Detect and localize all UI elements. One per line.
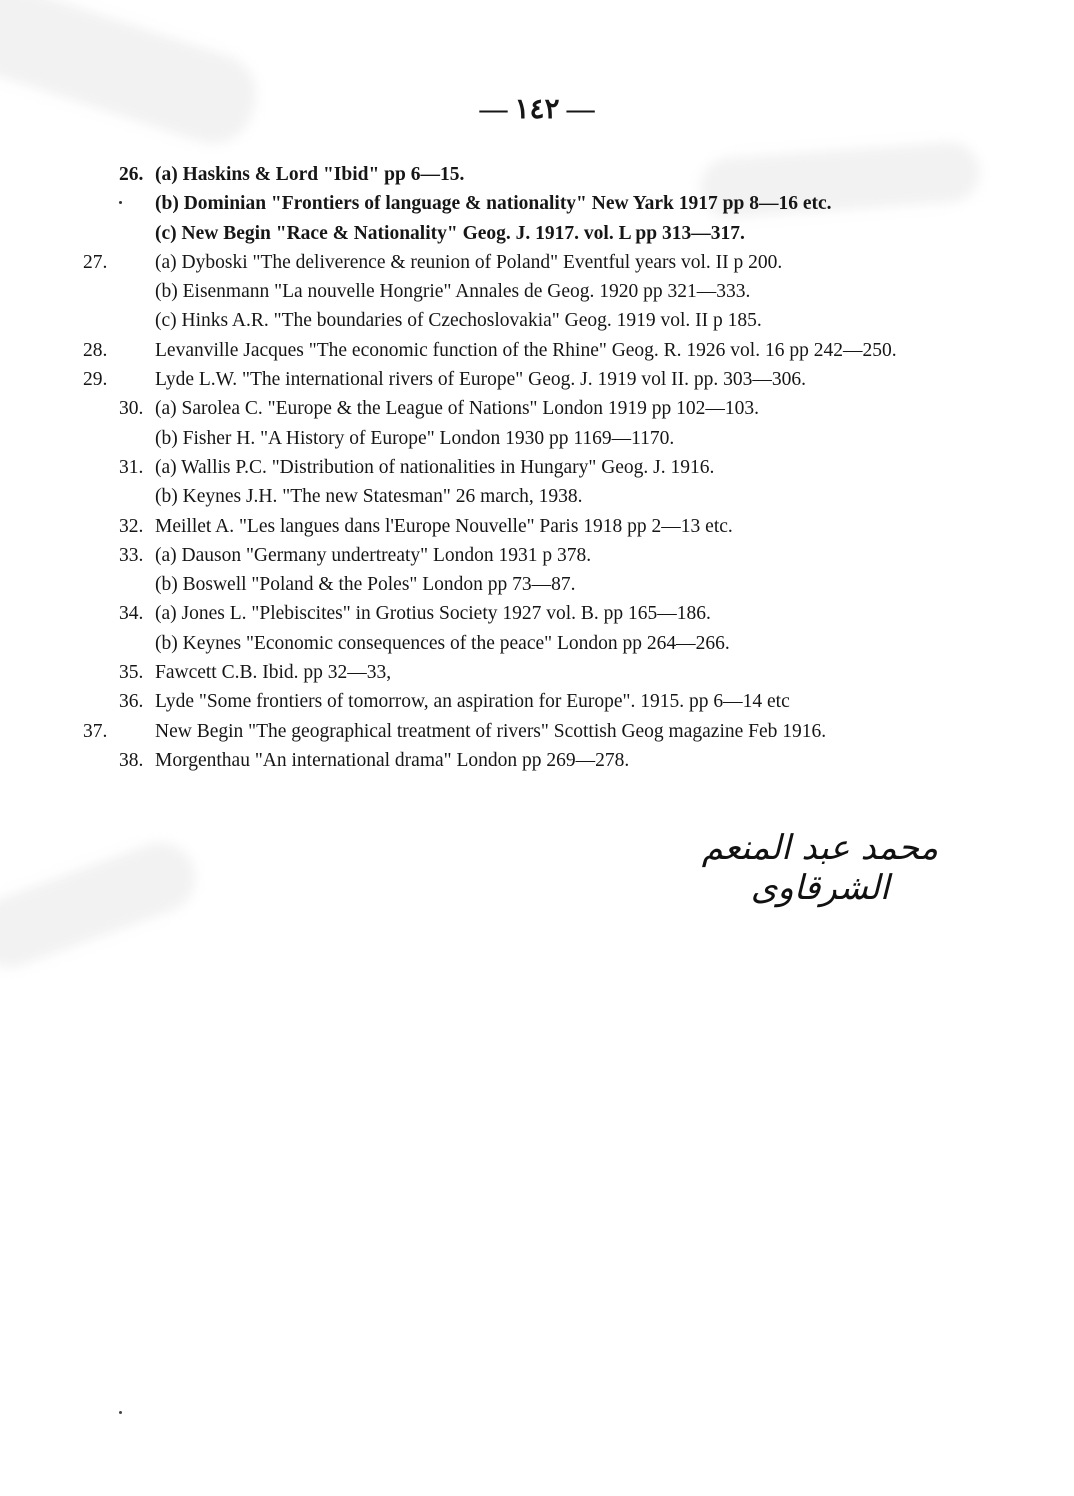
- reference-number: 27.: [83, 251, 108, 273]
- reference-text: Meillet A. "Les langues dans l'Europe Nouvelle" Paris 1918 pp 2—13 etc.: [155, 515, 733, 537]
- reference-line: [119, 394, 969, 423]
- reference-number: 34.: [119, 603, 144, 625]
- reference-number: 29.: [83, 369, 108, 391]
- reference-text: (b) Keynes J.H. "The new Statesman" 26 march, 1938.: [155, 486, 583, 508]
- reference-line: [119, 541, 969, 570]
- reference-text: Fawcett C.B. Ibid. pp 32—33,: [155, 662, 392, 684]
- reference-text: (a) Jones L. "Plebiscites" in Grotius Society 1927 vol. B. pp 165—186.: [155, 603, 711, 625]
- reference-text: (b) Keynes "Economic consequences of the peace" London pp 264—266.: [155, 632, 730, 654]
- reference-line: [119, 570, 969, 599]
- reference-text: New Begin "The geographical treatment of rivers" Scottish Geog magazine Feb 1916.: [155, 720, 827, 742]
- reference-line: [119, 160, 969, 189]
- reference-number: 33.: [119, 544, 144, 566]
- reference-number: 38.: [119, 749, 144, 771]
- reference-text: (b) Eisenmann "La nouvelle Hongrie" Annales de Geog. 1920 pp 321—333.: [155, 281, 751, 303]
- reference-line: [119, 599, 969, 628]
- reference-text: (b) Boswell "Poland & the Poles" London pp 73—87.: [155, 574, 576, 596]
- scan-speck: [119, 1411, 122, 1414]
- reference-line: [83, 365, 969, 394]
- reference-text: (b) Dominian "Frontiers of language & nationality" New Yark 1917 pp 8—16 etc.: [155, 193, 832, 215]
- reference-line: [119, 306, 969, 335]
- scan-smudge: [0, 0, 267, 154]
- page-number: — ١٤٢ —: [479, 94, 595, 125]
- reference-line: [119, 277, 969, 306]
- reference-text: (c) Hinks A.R. "The boundaries of Czechoslovakia" Geog. 1919 vol. II p 185.: [155, 310, 762, 332]
- reference-line: [119, 629, 969, 658]
- reference-text: Lyde "Some frontiers of tomorrow, an aspiration for Europe". 1915. pp 6—14 etc: [155, 691, 790, 713]
- reference-text: Morgenthau "An international drama" London pp 269—278.: [155, 749, 630, 771]
- reference-number: 37.: [83, 720, 108, 742]
- reference-text: (a) Dyboski "The deliverence & reunion of Poland" Eventful years vol. II p 200.: [155, 251, 783, 273]
- reference-number: 32.: [119, 515, 144, 537]
- reference-number: 36.: [119, 691, 144, 713]
- reference-line: [119, 219, 969, 248]
- reference-text: (a) Wallis P.C. "Distribution of nationalities in Hungary" Geog. J. 1916.: [155, 456, 715, 478]
- reference-text: (a) Haskins & Lord "Ibid" pp 6—15.: [155, 164, 465, 185]
- reference-line: [119, 746, 969, 775]
- reference-number: 28.: [83, 339, 108, 361]
- reference-text: Lyde L.W. "The international rivers of Europe" Geog. J. 1919 vol II. pp. 303—306.: [155, 369, 806, 391]
- reference-line: [119, 189, 969, 218]
- reference-text: (a) Sarolea C. "Europe & the League of Nations" London 1919 pp 102—103.: [155, 398, 760, 420]
- reference-line: [83, 717, 969, 746]
- reference-line: [119, 687, 969, 716]
- scan-speck: [119, 201, 122, 204]
- reference-number: 35.: [119, 662, 144, 684]
- reference-line: [119, 424, 969, 453]
- reference-text: (a) Dauson "Germany undertreaty" London 1931 p 378.: [155, 544, 592, 566]
- reference-text: (c) New Begin "Race & Nationality" Geog. J. 1917. vol. L pp 313—317.: [155, 222, 745, 244]
- reference-line: [83, 336, 969, 365]
- reference-text: Levanville Jacques "The economic function of the Rhine" Geog. R. 1926 vol. 16 pp 242—250.: [155, 339, 897, 361]
- reference-line: [83, 248, 969, 277]
- reference-line: [119, 512, 969, 541]
- reference-number: 26.: [119, 164, 144, 185]
- author-signature: محمد عبد المنعم الشرقاوى: [701, 828, 939, 908]
- reference-text: (b) Fisher H. "A History of Europe" London 1930 pp 1169—1170.: [155, 427, 675, 449]
- reference-line: [119, 453, 969, 482]
- reference-line: [119, 658, 969, 687]
- reference-list: [83, 160, 969, 775]
- reference-number: 30.: [119, 398, 144, 420]
- scan-smudge: [0, 833, 205, 977]
- reference-number: 31.: [119, 456, 144, 478]
- reference-line: [119, 482, 969, 511]
